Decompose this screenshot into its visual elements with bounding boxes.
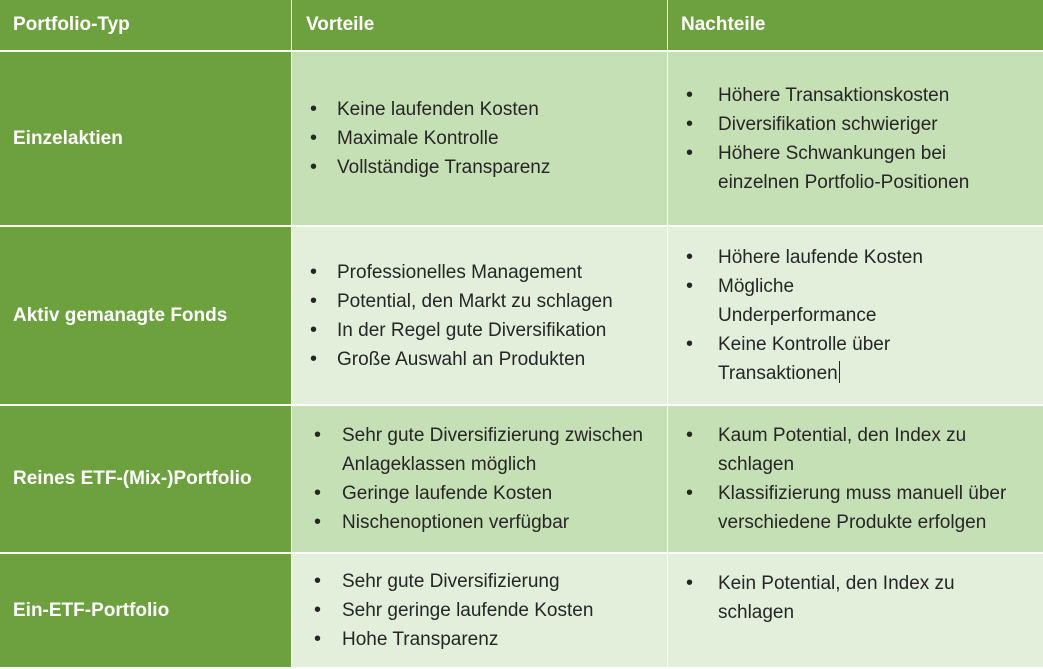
cons-cell [668, 406, 1043, 554]
cons-list [668, 81, 998, 197]
row-type-einzelaktien: Einzelaktien [0, 52, 292, 227]
list-item: • Professionelles Management [292, 258, 613, 287]
text-cursor [839, 361, 840, 383]
list-item: • Höhere Schwankungen bei einzelnen Portfolio-Positionen [668, 139, 998, 197]
list-item: • Potential, den Markt zu schlagen [292, 287, 613, 316]
header-disadvantages: Nachteile [668, 0, 1043, 52]
list-item: • Geringe laufende Kosten [292, 479, 647, 508]
pros-list [292, 421, 647, 537]
list-item [668, 330, 928, 388]
row-type-ein-etf: Ein-ETF-Portfolio [0, 554, 292, 669]
header-portfolio-type: Portfolio-Typ [0, 0, 292, 52]
list-item: • Kaum Potential, den Index zu schlagen [668, 421, 1043, 479]
cons-list [668, 569, 998, 627]
list-item-text: Keine Kontrolle über Transaktionen [718, 334, 891, 384]
pros-cell [292, 554, 668, 669]
row-type-aktive-fonds: Aktiv gemanagte Fonds [0, 227, 292, 406]
cons-cell [668, 227, 1043, 406]
row-type-etf-mix: Reines ETF-(Mix-)Portfolio [0, 406, 292, 554]
list-item: • Sehr gute Diversifizierung [292, 567, 593, 596]
list-item: • Hohe Transparenz [292, 625, 593, 654]
pros-cell [292, 227, 668, 406]
pros-cell [292, 52, 668, 227]
list-item: • Sehr gute Diversifizierung zwischen Anlageklassen möglich [292, 421, 647, 479]
pros-cell [292, 406, 668, 554]
list-item: • Sehr geringe laufende Kosten [292, 596, 593, 625]
pros-list [292, 258, 613, 374]
pros-list [292, 95, 550, 182]
list-item: • In der Regel gute Diversifikation [292, 316, 613, 345]
list-item: • Kein Potential, den Index zu schlagen [668, 569, 998, 627]
header-advantages: Vorteile [292, 0, 668, 52]
cons-cell [668, 52, 1043, 227]
cons-list [668, 243, 928, 388]
list-item: • Große Auswahl an Produkten [292, 345, 613, 374]
list-item: • Diversifikation schwieriger [668, 110, 998, 139]
list-item: • Maximale Kontrolle [292, 124, 550, 153]
list-item: • Höhere laufende Kosten [668, 243, 928, 272]
cons-list [668, 421, 1043, 537]
list-item: • Klassifizierung muss manuell über verschiedene Produkte erfolgen [668, 479, 1043, 537]
list-item: • Nischenoptionen verfügbar [292, 508, 647, 537]
cons-cell [668, 554, 1043, 669]
list-item: • Keine laufenden Kosten [292, 95, 550, 124]
pros-list [292, 567, 593, 654]
list-item: • Mögliche Underperformance [668, 272, 928, 330]
list-item: • Vollständige Transparenz [292, 153, 550, 182]
list-item: • Höhere Transaktionskosten [668, 81, 998, 110]
